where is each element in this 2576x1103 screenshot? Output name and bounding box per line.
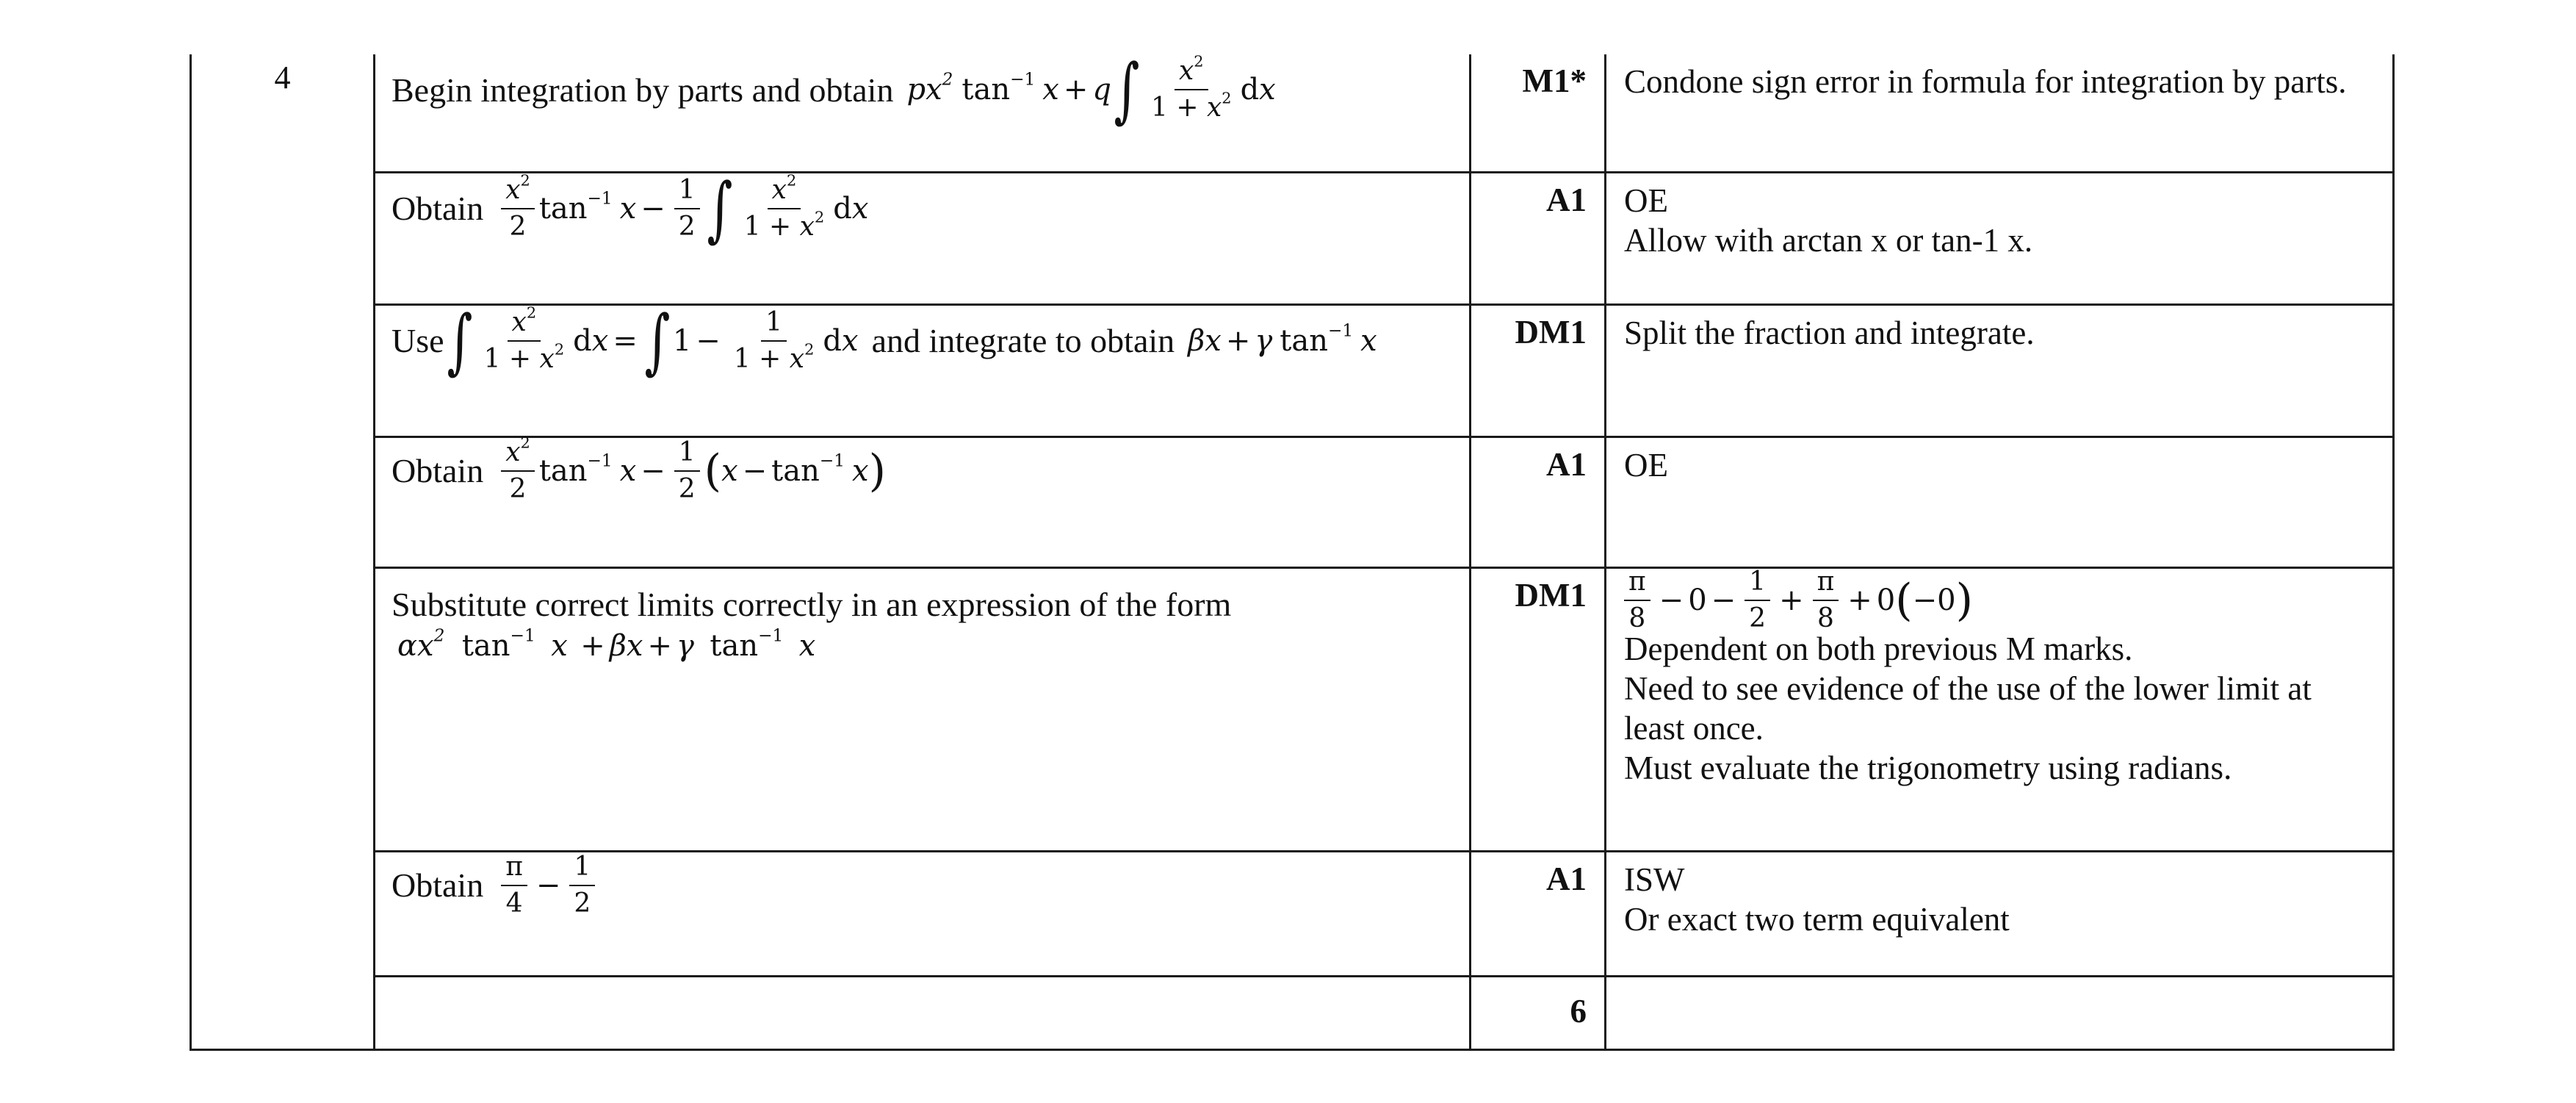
answer-cell: Obtain $\frac{\pi}{4}$ − $\frac{1}{2}$ [375, 851, 1471, 976]
mark-code: A1 [1471, 851, 1606, 976]
answer-text: Obtain [392, 452, 484, 489]
total-marks: 6 [1471, 976, 1606, 1049]
guidance-text: Allow with arctan x or tan-1 x. [1624, 221, 2033, 259]
guidance-text: Must evaluate the trigonometry using radians. [1624, 749, 2232, 786]
math-expression: $\frac{x^2}{2}$ [501, 176, 535, 242]
math-expression: $\alpha x^2$ $\tan^{-1} x + \beta x + \gamma$ $\tan^{-1} x$ [397, 625, 816, 663]
math-expression: $\frac{\pi}{8}$ − 0 − $\frac{1}{2}$ + $\frac{\pi}{8}$ + 0 ( −0 ) [1624, 572, 2392, 629]
answer-cell [375, 976, 1471, 1049]
answer-cell: Obtain $\frac{x^2}{2}$ $\tan^{-1}$ x − $\frac{1}{2}$ ∫ $\frac{x^2}{1 + x^2}$ dx [375, 172, 1471, 304]
mark-scheme-table [190, 48, 2395, 1051]
guidance-cell [1606, 976, 2394, 1049]
question-number: 4 [191, 54, 375, 1049]
guidance-text: Or exact two term equivalent [1624, 900, 2010, 938]
guidance-cell [1606, 567, 2394, 851]
table-row [191, 567, 2394, 851]
guidance-text: Split the fraction and integrate. [1624, 314, 2035, 351]
table-row [191, 172, 2394, 304]
answer-cell: Begin integration by parts and obtain $px^2$ $\tan^{-1}$ x + q ∫ $\frac{x^2}{1 + x^2}$ dx [375, 54, 1471, 172]
mark-code: DM1 [1471, 304, 1606, 436]
answer-text: Obtain [392, 190, 484, 227]
mark-code: A1 [1471, 172, 1606, 304]
table-row [191, 851, 2394, 976]
mark-code: DM1 [1471, 567, 1606, 851]
table-row [191, 436, 2394, 567]
guidance-text: OE [1624, 446, 1668, 484]
answer-cell: Obtain $\frac{x^2}{2}$ $\tan^{-1}$ x − $\frac{1}{2}$ ( x − $\tan^{-1}$ x ) [375, 436, 1471, 567]
table-row [191, 54, 2394, 172]
mark-code: A1 [1471, 436, 1606, 567]
guidance-text: OE [1624, 182, 1668, 219]
answer-text: Obtain [392, 866, 484, 904]
math-expression: $px^2$ [906, 69, 953, 107]
math-expression: $\frac{x^2}{2}$ [501, 438, 535, 504]
guidance-cell [1606, 851, 2394, 976]
answer-cell: Use ∫ $\frac{x^2}{1 + x^2}$ dx = ∫ 1 − $\frac{1}{1 + x^2}$ dx and integrate to obtain βx + γ $\tan^{-1}$ x [375, 304, 1471, 436]
math-expression: ∫ [447, 299, 473, 382]
guidance-cell [1606, 54, 2394, 172]
guidance-text: ISW [1624, 861, 1685, 898]
table-row [191, 304, 2394, 436]
mark-code: M1* [1471, 54, 1606, 172]
answer-text: Substitute correct limits correctly in an expression of the form [392, 585, 1232, 623]
answer-text: and integrate to obtain [871, 322, 1175, 359]
guidance-text: Need to see evidence of the use of the lower limit at least once. [1624, 669, 2312, 747]
answer-cell [375, 567, 1471, 851]
math-expression: $\frac{\pi}{4}$ [501, 852, 527, 919]
answer-text: Begin integration by parts and obtain [392, 71, 894, 109]
guidance-text: Condone sign error in formula for integration by parts. [1624, 63, 2347, 100]
guidance-cell [1606, 436, 2394, 567]
answer-text: Use [392, 322, 444, 359]
guidance-cell [1606, 304, 2394, 436]
guidance-text: Dependent on both previous M marks. [1624, 630, 2133, 667]
table-row [191, 976, 2394, 1049]
guidance-cell [1606, 172, 2394, 304]
